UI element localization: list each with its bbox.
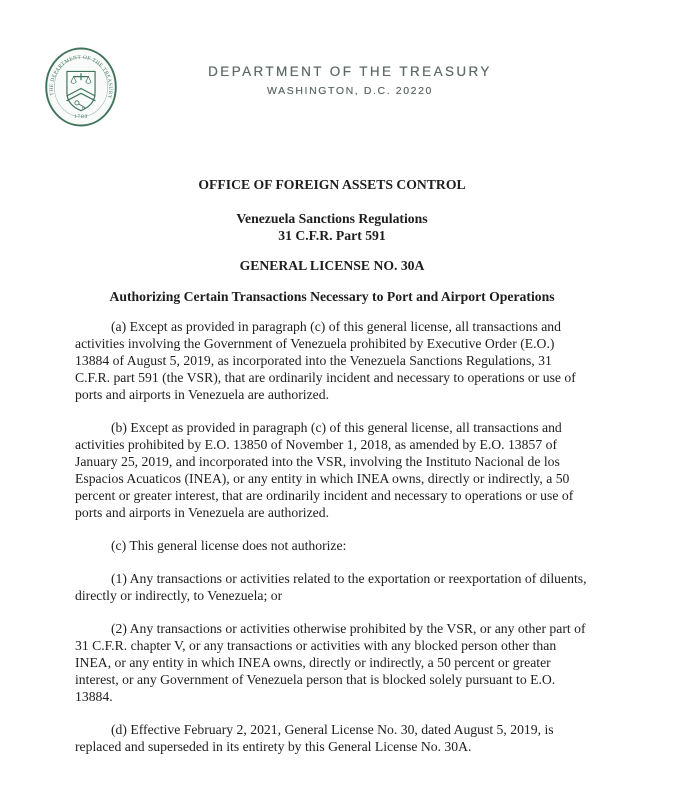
regulation-title-block <box>75 210 589 244</box>
citation: 31 C.F.R. Part 591 <box>278 228 386 243</box>
body-paragraph-b: (b) Except as provided in paragraph (c) of this general license, all transactions and activities prohibited by E.O. 13850 of November 1, 2018, as amended by E.O. 13857 of January 25, 2019, and incorporated into the VSR, involving the Instituto Nacional de los Espacios Acuaticos (INEA), or any entity in which INEA owns, directly or indirectly, a 50 percent or greater interest, that are ordinarily incident and necessary to operations or use of ports and airports in Venezuela are authorized. <box>75 420 574 520</box>
body-paragraph-d: (d) Effective February 2, 2021, General License No. 30, dated August 5, 2019, is replaced and superseded in its entirety by this General License No. 30A. <box>75 722 554 754</box>
seal-ring-text: THE DEPARTMENT OF THE TREASURY <box>48 54 114 100</box>
agency-address: WASHINGTON, D.C. 20220 <box>267 85 433 97</box>
letterhead-text <box>0 63 700 99</box>
subject-line: Authorizing Certain Transactions Necessary to Port and Airport Operations <box>109 289 555 304</box>
body-paragraph-a: (a) Except as provided in paragraph (c) of this general license, all transactions and activities involving the Government of Venezuela prohibited by Executive Order (E.O.) 13884 of August 5, 2019, as incorporated into the Venezuela Sanctions Regulations, 31 C.F.R. part 591 (the VSR), that are ordinarily incident and necessary to operations or use of ports and airports in Venezuela are authorized. <box>75 319 576 402</box>
body-paragraph-c: (c) This general license does not authorize: <box>111 538 347 553</box>
body-paragraph-c1: (1) Any transactions or activities related to the exportation or reexportation of diluents, directly or indirectly, to Venezuela; or <box>75 571 587 603</box>
office-heading: OFFICE OF FOREIGN ASSETS CONTROL <box>198 177 466 192</box>
body-paragraph-c2: (2) Any transactions or activities otherwise prohibited by the VSR, or any other part of 31 C.F.R. chapter V, or any transactions or activities with any blocked person other than INEA, or any entity in which INEA owns, directly or indirectly, a 50 percent or greater interest, or any Government of Venezuela person that is blocked solely pursuant to E.O. 13884. <box>75 621 586 704</box>
license-heading: GENERAL LICENSE NO. 30A <box>239 258 425 273</box>
program-title: Venezuela Sanctions Regulations <box>236 211 428 226</box>
agency-name: DEPARTMENT OF THE TREASURY <box>208 64 492 79</box>
document-body <box>75 176 589 755</box>
seal-year: 1789 <box>73 114 89 121</box>
